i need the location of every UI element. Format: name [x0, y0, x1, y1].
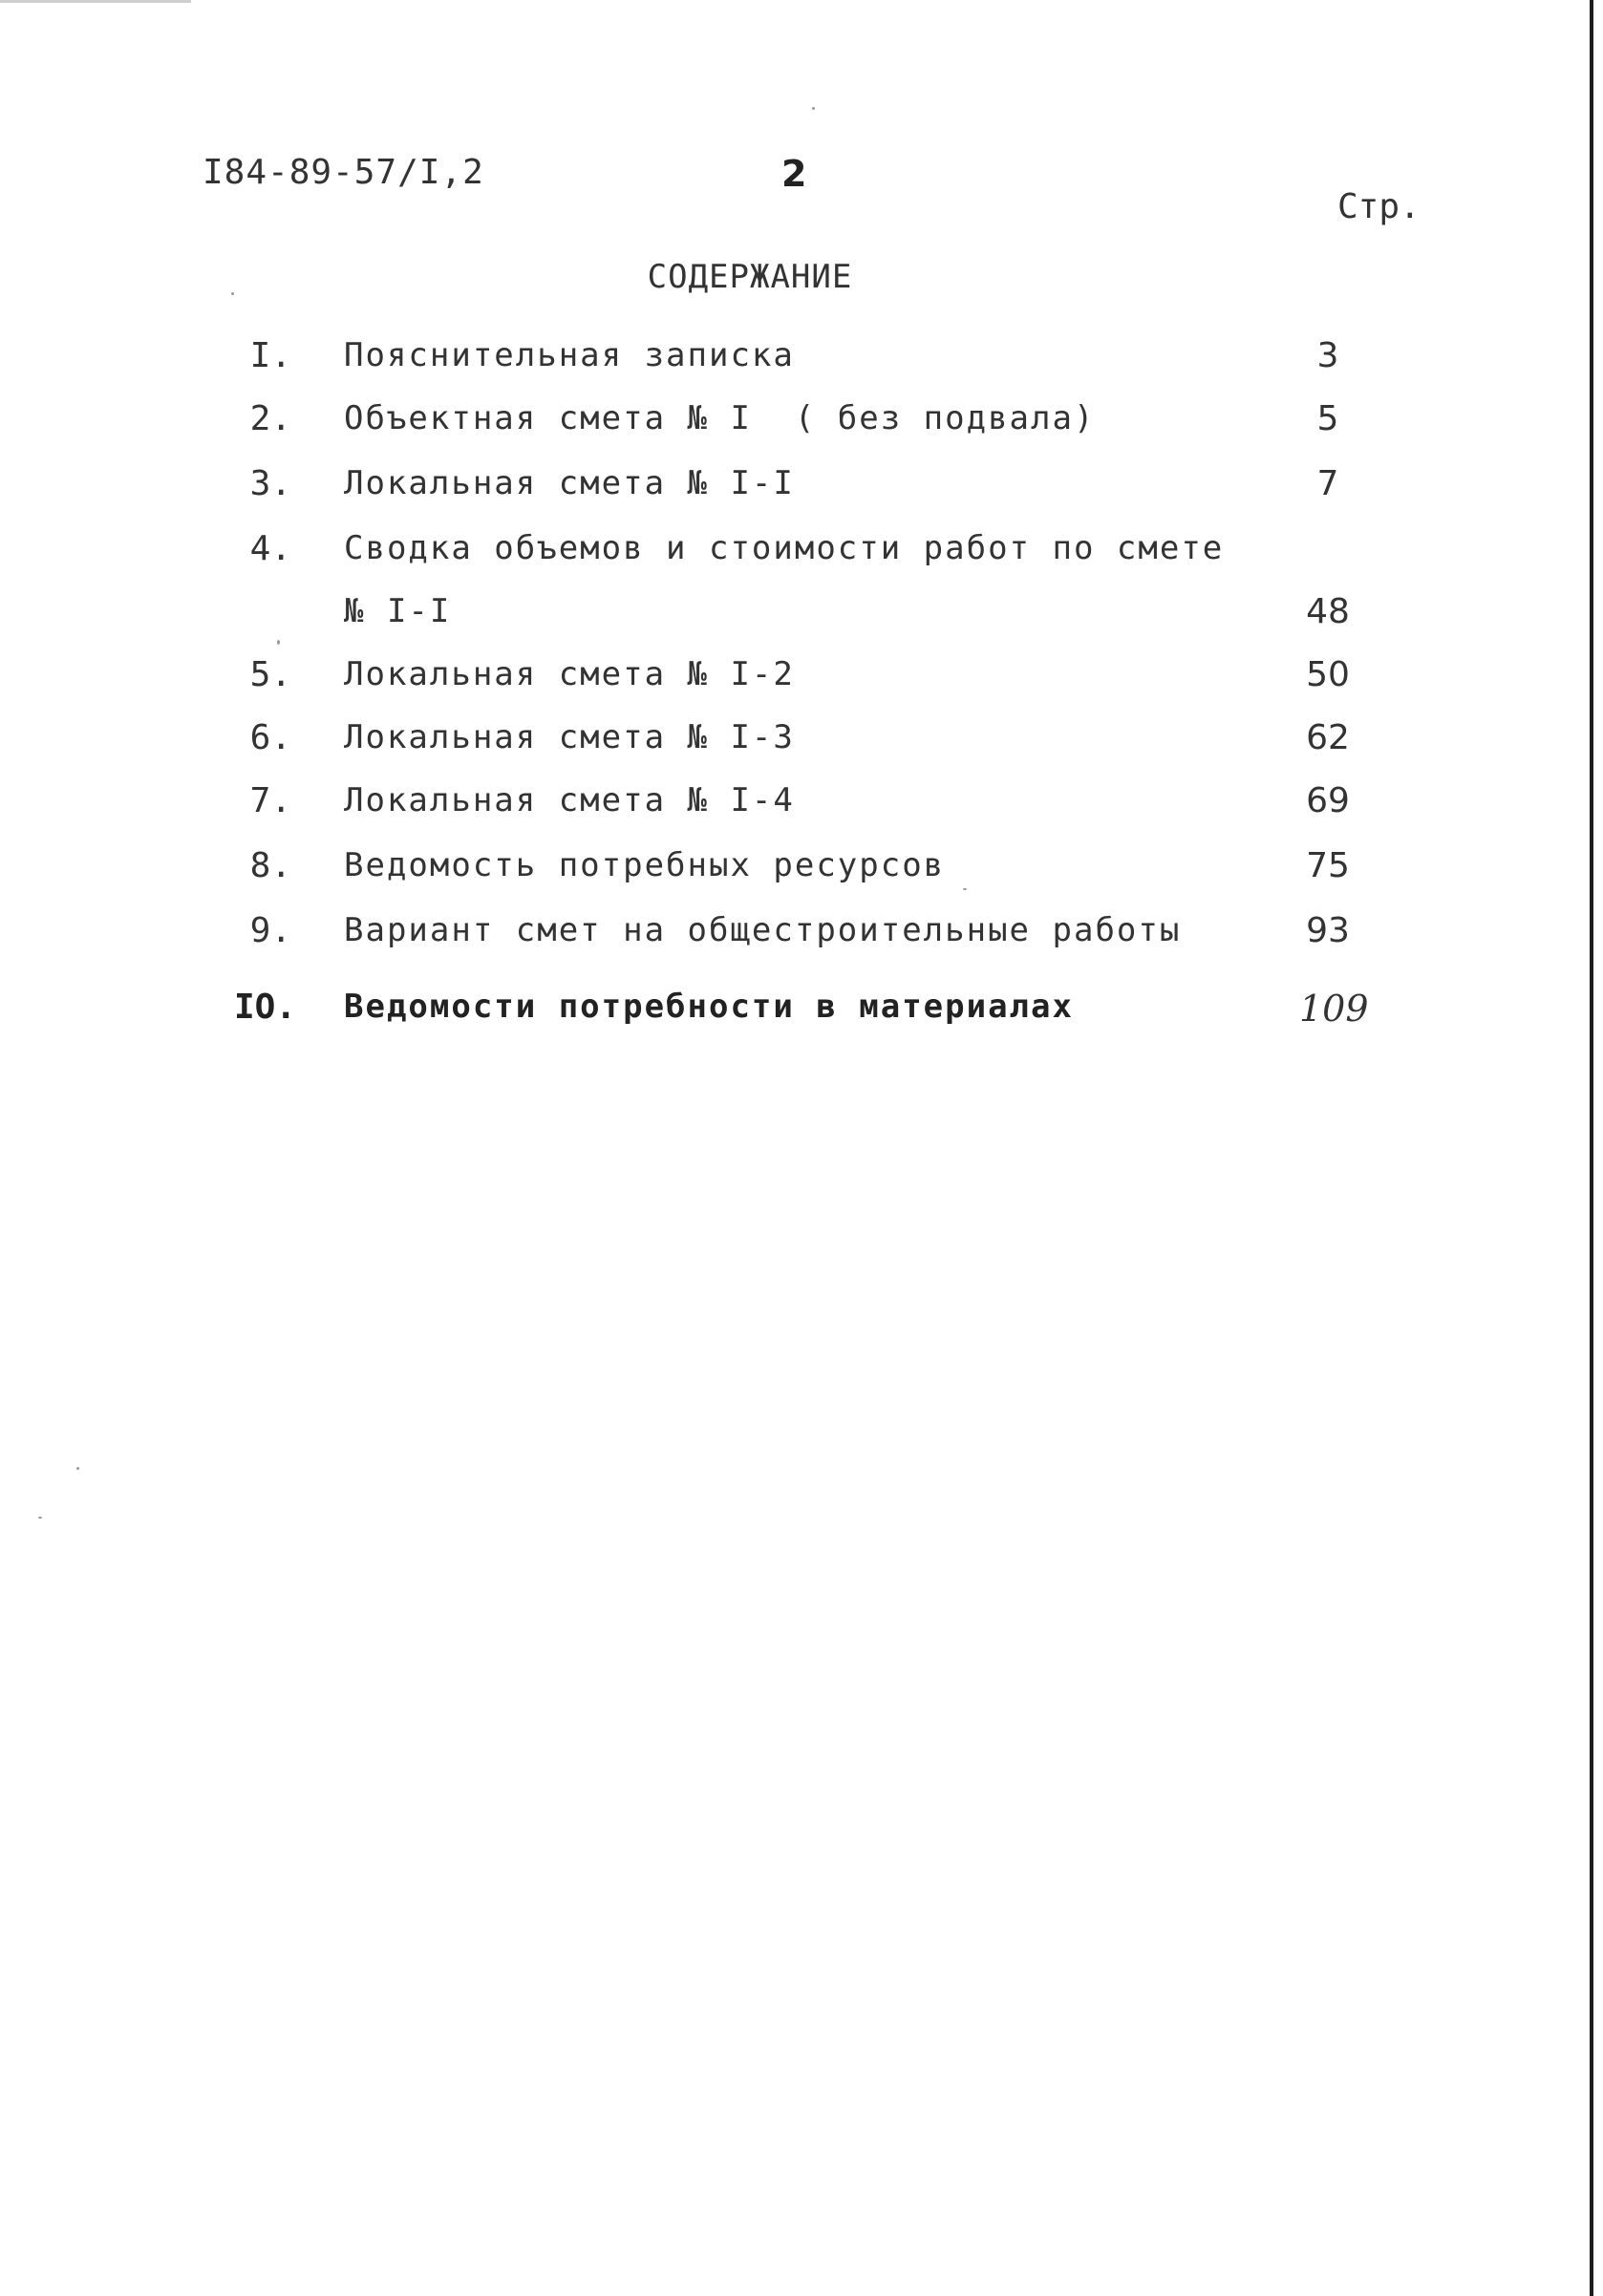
toc-entry [0, 781, 1603, 835]
toc-entry [0, 399, 1603, 453]
toc-entry [0, 911, 1603, 965]
toc-entry-page: 62 [1306, 718, 1350, 757]
toc-entry-page: 7 [1316, 464, 1339, 503]
toc-entry-number: 7. [249, 781, 291, 820]
toc-entry-text: № I-I [344, 592, 452, 630]
toc-entry-text: Объектная смета № I ( без подвала) [344, 399, 1096, 437]
toc-entry-continuation [0, 592, 1603, 646]
toc-entry-page: 93 [1306, 911, 1350, 950]
toc-entry-page: 69 [1306, 781, 1350, 820]
toc-entry-text: Вариант смет на общестроительные работы [344, 911, 1182, 949]
toc-entry-page: 50 [1306, 655, 1350, 694]
toc-entry-number: IO. [234, 988, 297, 1027]
scan-speck [76, 1467, 79, 1470]
toc-entry-text: Локальная смета № I-I [344, 464, 795, 502]
scan-edge-top [0, 0, 191, 3]
toc-entry-page: 75 [1306, 846, 1350, 885]
toc-entry-text: Ведомость потребных ресурсов [344, 846, 946, 884]
toc-entry [0, 336, 1603, 390]
toc-entry-number: 5. [249, 655, 291, 694]
toc-entry-number: 4. [249, 529, 291, 568]
toc-entry-page: 3 [1316, 336, 1339, 375]
scan-speck [38, 1517, 42, 1519]
scan-speck [231, 292, 234, 295]
toc-entry [0, 529, 1603, 583]
toc-entry-number: 2. [249, 399, 291, 438]
toc-entry-number: I. [249, 336, 291, 375]
toc-entry-text: Локальная смета № I-2 [344, 655, 795, 693]
toc-entry-text: Ведомости потребности в материалах [344, 988, 1074, 1026]
toc-entry [0, 655, 1603, 709]
toc-entry-number: 8. [249, 846, 291, 885]
toc-entry [0, 988, 1603, 1041]
toc-entry [0, 718, 1603, 772]
scan-speck [812, 107, 815, 110]
toc-entry-text: Пояснительная записка [344, 336, 795, 374]
toc-entry-text: Локальная смета № I-3 [344, 718, 795, 756]
scan-speck [277, 640, 280, 645]
toc-entry-number: 9. [249, 911, 291, 950]
toc-entry-text: Локальная смета № I-4 [344, 781, 795, 819]
toc-entry-page: 5 [1316, 399, 1339, 438]
scan-speck [963, 888, 967, 890]
toc-entry-page: 48 [1306, 592, 1350, 631]
pages-column-header: Стр. [1337, 187, 1421, 226]
toc-entry-page: 109 [1299, 988, 1369, 1030]
document-code: I84-89-57/I,2 [203, 153, 484, 192]
toc-entry-number: 3. [249, 464, 291, 503]
toc-entry-text: Сводка объемов и стоимости работ по смете [344, 529, 1225, 567]
page-number: 2 [781, 153, 807, 195]
toc-entry [0, 846, 1603, 900]
toc-entry-number: 6. [249, 718, 291, 757]
toc-entry [0, 464, 1603, 518]
contents-title: СОДЕРЖАНИЕ [647, 258, 853, 296]
